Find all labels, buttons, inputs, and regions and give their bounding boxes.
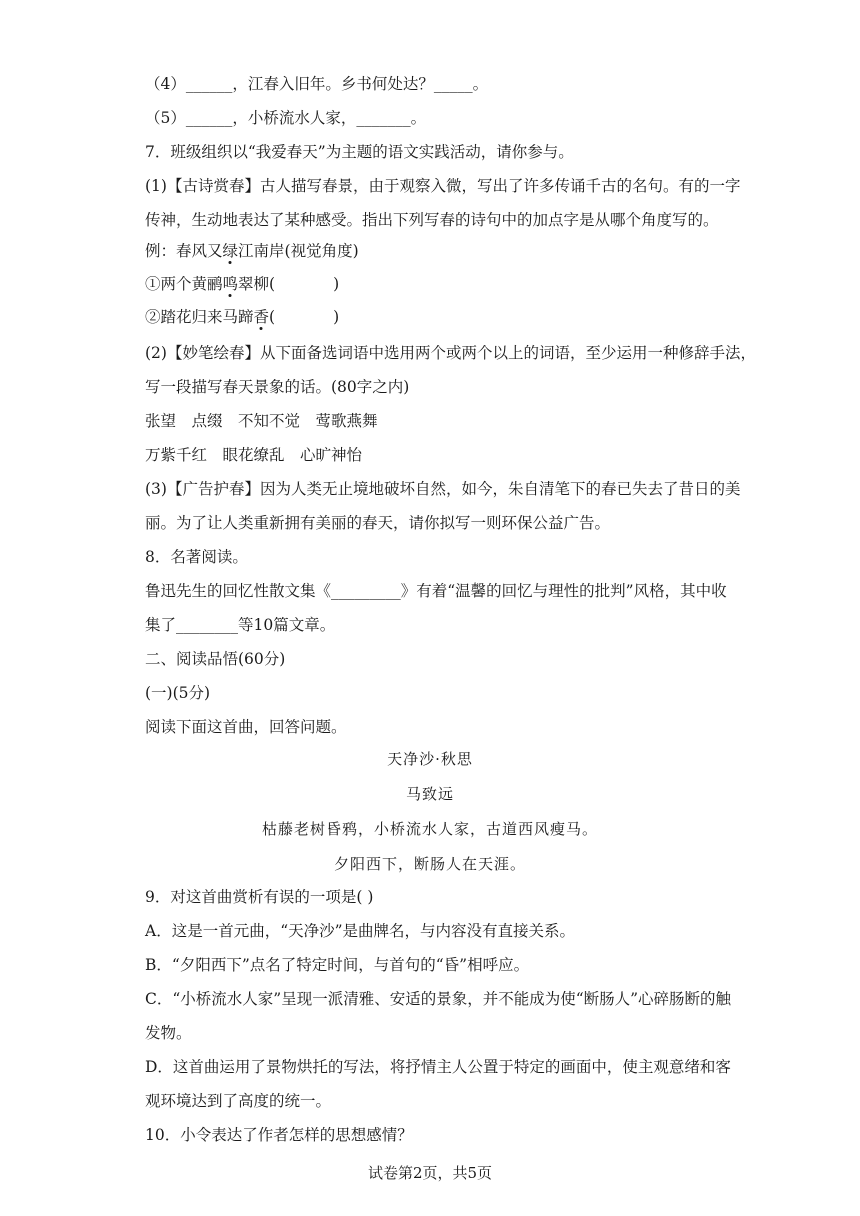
q6-item-4: （4）______，江春入旧年。乡书何处达？_____。 [145,75,489,93]
q7-1-line-a: (1)【古诗赏春】古人描写春景，由于观察入微，写出了许多传诵千古的名句。有的一字 [145,177,741,195]
item1-text-post: 翠柳( [238,275,276,293]
q9-option-a: A．这是一首元曲，“天净沙”是曲牌名，与内容没有直接关系。 [145,922,576,940]
word-bank-row-1: 张望 点缀 不知不觉 莺歌燕舞 [145,412,378,430]
q10-stem: 10．小令表达了作者怎样的思想感情？ [145,1126,413,1144]
item2-close-paren: ) [333,308,340,326]
emphasis-dot-char: 绿 [222,242,239,260]
q9-option-d-line-a: D．这首曲运用了景物烘托的写法，将抒情主人公置于特定的画面中，使主观意绪和客 [145,1058,731,1076]
q6-item-5: （5）______，小桥流水人家，_______。 [145,109,427,127]
item2-text-post: ( [269,308,276,326]
q7-3-line-a: (3)【广告护春】因为人类无止境地破坏自然，如今，朱自清笔下的春已失去了昔日的美 [145,480,741,498]
q8-line-b: 集了________等10篇文章。 [145,616,336,634]
reading-instruction: 阅读下面这首曲，回答问题。 [145,718,347,736]
page-footer: 试卷第2页，共5页 [367,1164,493,1182]
q8-intro: 8．名著阅读。 [145,548,248,566]
poem-line-1: 枯藤老树昏鸦，小桥流水人家，古道西风瘦马。 [261,820,598,838]
q7-2-line-a: (2)【妙笔绘春】从下面备选词语中选用两个或两个以上的词语，至少运用一种修辞手法， [145,344,756,362]
item1-text-pre: ①两个黄鹂 [145,275,223,293]
q9-option-c-line-b: 发物。 [145,1024,192,1042]
emphasis-dot-char: 香 [253,308,270,326]
q7-3-line-b: 丽。为了让人类重新拥有美丽的春天，请你拟写一则环保公益广告。 [145,514,611,532]
q9-option-c-line-a: C．“小桥流水人家”呈现一派清雅、安适的景象，并不能成为使“断肠人”心碎肠断的触 [145,990,732,1008]
poem-title: 天净沙·秋思 [387,750,473,768]
emphasis-dot-char: 鸣 [222,275,239,293]
q7-item-2 [145,306,720,328]
poem-line-2: 夕阳西下，断肠人在天涯。 [333,855,526,873]
q7-2-line-b: 写一段描写春天景象的话。(80字之内) [145,378,410,396]
section-heading: 二、阅读品悟(60分) [145,650,286,668]
q7-intro: 7．班级组织以“我爱春天”为主题的语文实践活动，请你参与。 [145,143,574,161]
q9-option-d-line-b: 观环境达到了高度的统一。 [145,1092,332,1110]
word-bank-row-2: 万紫千红 眼花缭乱 心旷神怡 [145,446,363,464]
example-text-post: 江南岸(视觉角度) [238,242,359,260]
poem-author: 马致远 [405,785,454,803]
q9-option-b: B．“夕阳西下”点名了特定时间，与首句的“昏”相呼应。 [145,956,530,974]
example-text-pre: 例：春风又 [145,242,223,260]
item2-text-pre: ②踏花归来马蹄 [145,308,254,326]
q8-line-a: 鲁迅先生的回忆性散文集《_________》有着“温馨的回忆与理性的批判”风格，其中收 [145,582,727,600]
q7-item-1 [145,273,720,295]
item1-close-paren: ) [333,275,340,293]
q7-example [145,240,720,262]
q7-1-line-b: 传神，生动地表达了某种感受。指出下列写春的诗句中的加点字是从哪个角度写的。 [145,211,719,229]
part-heading: (一)(5分) [145,684,211,702]
q9-stem: 9．对这首曲赏析有误的一项是( ) [145,888,374,906]
